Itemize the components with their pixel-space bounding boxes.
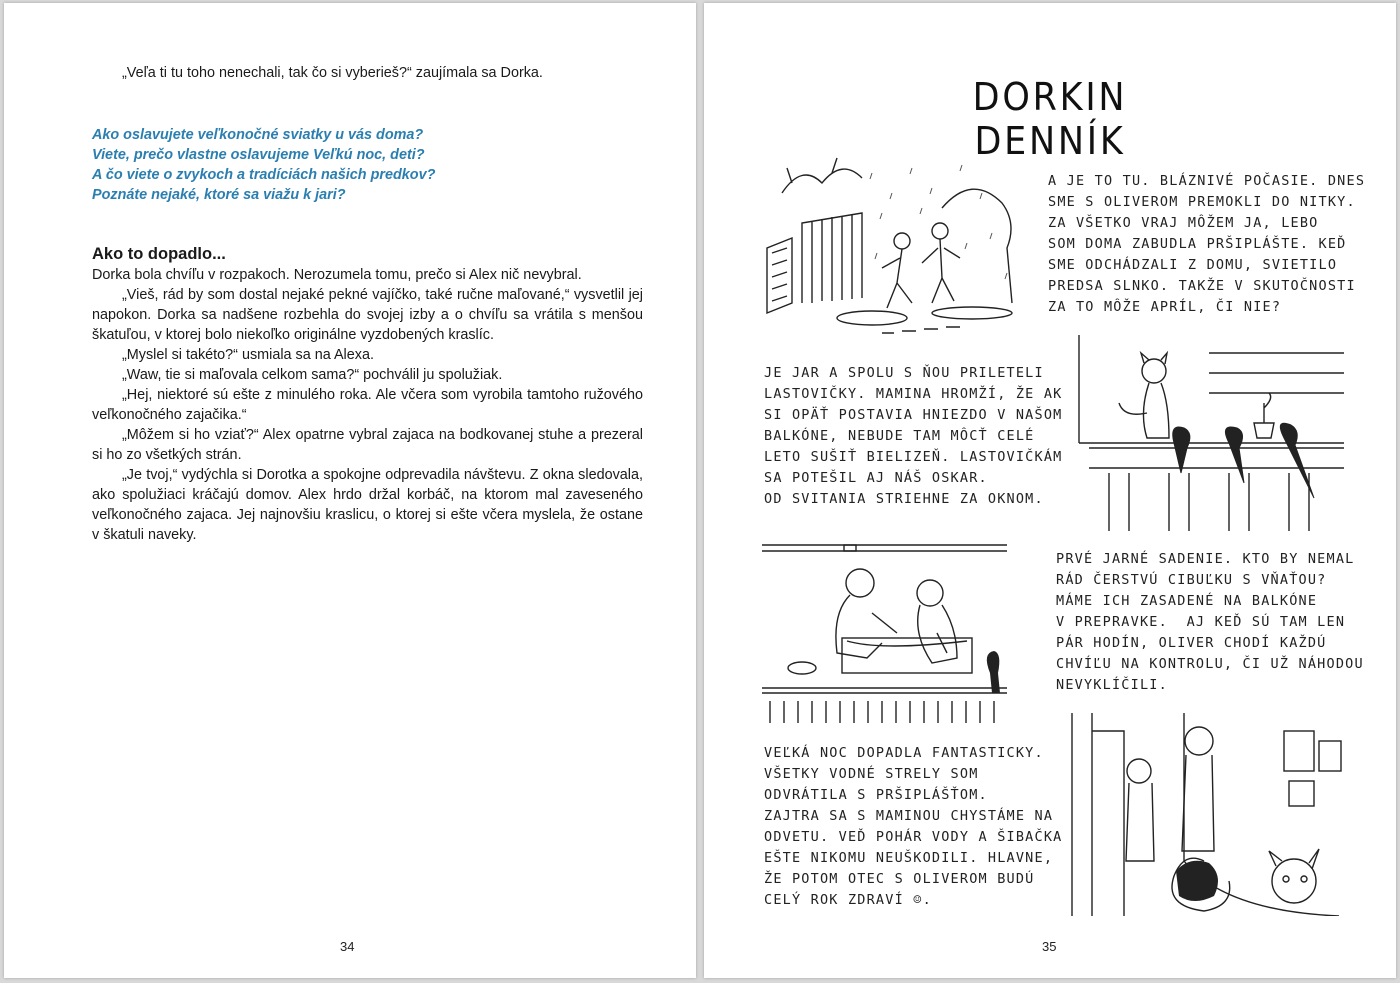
diary-entry: PRVÉ JARNÉ SADENIE. KTO BY NEMAL RÁD ČERSTVÚ CIBUĽKU S VŇAŤOU? MÁME ICH ZASADENÉ NA BALKÓNE V PREPRAVKE. AJ KEĎ SÚ TAM LEN PÁR HODÍN, OLIVER CHODÍ KAŽDÚ CHVÍĽU NA KONTROLU, ČI UŽ NÁHODOU NEVYKLÍČILI. <box>1056 551 1364 693</box>
story-text <box>92 265 643 545</box>
story-paragraph: „Waw, tie si maľovala celkom sama?“ pochválil ju spolužiak. <box>122 367 503 383</box>
page-number: 35 <box>1042 939 1057 954</box>
right-page <box>704 3 1396 978</box>
left-page <box>4 3 696 978</box>
question: Ako oslavujete veľkonočné sviatky u vás doma? <box>92 127 424 143</box>
planting-illustration <box>762 533 1012 723</box>
page-number: 34 <box>340 939 355 954</box>
rain-children-illustration <box>762 153 1027 341</box>
question: A čo viete o zvykoch a tradíciách našich predkov? <box>92 167 436 183</box>
story-paragraph: „Môžem si ho vziať?“ Alex opatrne vybral zajaca na bodkovanej stuhe a prezeral si ho zo všetkých strán. <box>92 427 643 463</box>
diary-entry: A JE TO TU. BLÁZNIVÉ POČASIE. DNES SME S OLIVEROM PREMOKLI DO NITKY. ZA VŠETKO VRAJ MÔŽEM JA, LEBO SOM DOMA ZABUDLA PRŠIPLÁŠTE. KEĎ SME ODCHÁDZALI Z DOMU, SVIETILO PREDSA SLNKO. TAKŽE V SKUTOČNOSTI ZA TO MÔŽE APRÍL, ČI NIE? <box>1048 173 1366 315</box>
diary-entry: JE JAR A SPOLU S ŇOU PRILETELI LASTOVIČKY. MAMINA HROMŽÍ, ŽE AK SI OPÄŤ POSTAVIA HNIEZDO V NAŠOM BALKÓNE, NEBUDE TAM MÔCŤ CELÉ LETO SUŠIŤ BIELIZEŇ. LASTOVIČKÁM SA POTEŠIL AJ NÁŠ OSKAR. OD SVITANIA STRIEHNE ZA OKNOM. <box>764 365 1063 507</box>
intro-paragraph: „Veľa ti tu toho nenechali, tak čo si vyberieš?“ zaujímala sa Dorka. <box>122 65 543 81</box>
diary-entry: VEĽKÁ NOC DOPADLA FANTASTICKY. VŠETKY VODNÉ STRELY SOM ODVRÁTILA S PRŠIPLÁŠŤOM. ZAJTRA SA S MAMINOU CHYSTÁME NA ODVETU. VEĎ POHÁR VODY A ŠIBAČKA EŠTE NIKOMU NEUŠKODILI. HLAVNE, ŽE POTOM OTEC S OLIVEROM BUDÚ CELÝ ROK ZDRAVÍ ☺. <box>764 745 1063 908</box>
story-paragraph: Dorka bola chvíľu v rozpakoch. Nerozumela tomu, prečo si Alex nič nevybral. <box>92 267 582 283</box>
story-paragraph: „Myslel si takéto?“ usmiala sa na Alexa. <box>122 347 374 363</box>
discussion-questions <box>92 125 642 205</box>
intro-line <box>92 63 642 83</box>
swallows-balcony-illustration <box>1069 333 1349 531</box>
section-heading: Ako to dopadlo... <box>92 245 226 263</box>
question: Viete, prečo vlastne oslavujeme Veľkú noc, deti? <box>92 147 425 163</box>
doorway-cat-illustration <box>1064 711 1344 916</box>
story-paragraph: „Vieš, rád by som dostal nejaké pekné vajíčko, také ručne maľované,“ vysvetlil jej napokon. Dorka sa nadšene rozbehla do svojej izby a o chvíľu sa vrátila s menšou škatuľou, v ktorej bolo niekoľko originálne vyzdobených kraslíc. <box>92 287 643 343</box>
question: Poznáte nejaké, ktoré sa viažu k jari? <box>92 187 346 203</box>
story-paragraph: „Je tvoj,“ vydýchla si Dorotka a spokojne odprevadila návštevu. Z okna sledovala, ako spolužiaci kráčajú domov. Alex hrdo držal korbáč, na ktorom mal zaveseného veľkonočného zajaca. Jej najnovšiu kraslicu, o ktorej si ešte včera myslela, že ostane v škatuli naveky. <box>92 467 643 543</box>
diary-title: DORKIN DENNÍK <box>972 75 1128 163</box>
story-paragraph: „Hej, niektoré sú ešte z minulého roka. Ale včera som vyrobila tamtoho ružového veľkonočného zajačika.“ <box>92 387 643 423</box>
